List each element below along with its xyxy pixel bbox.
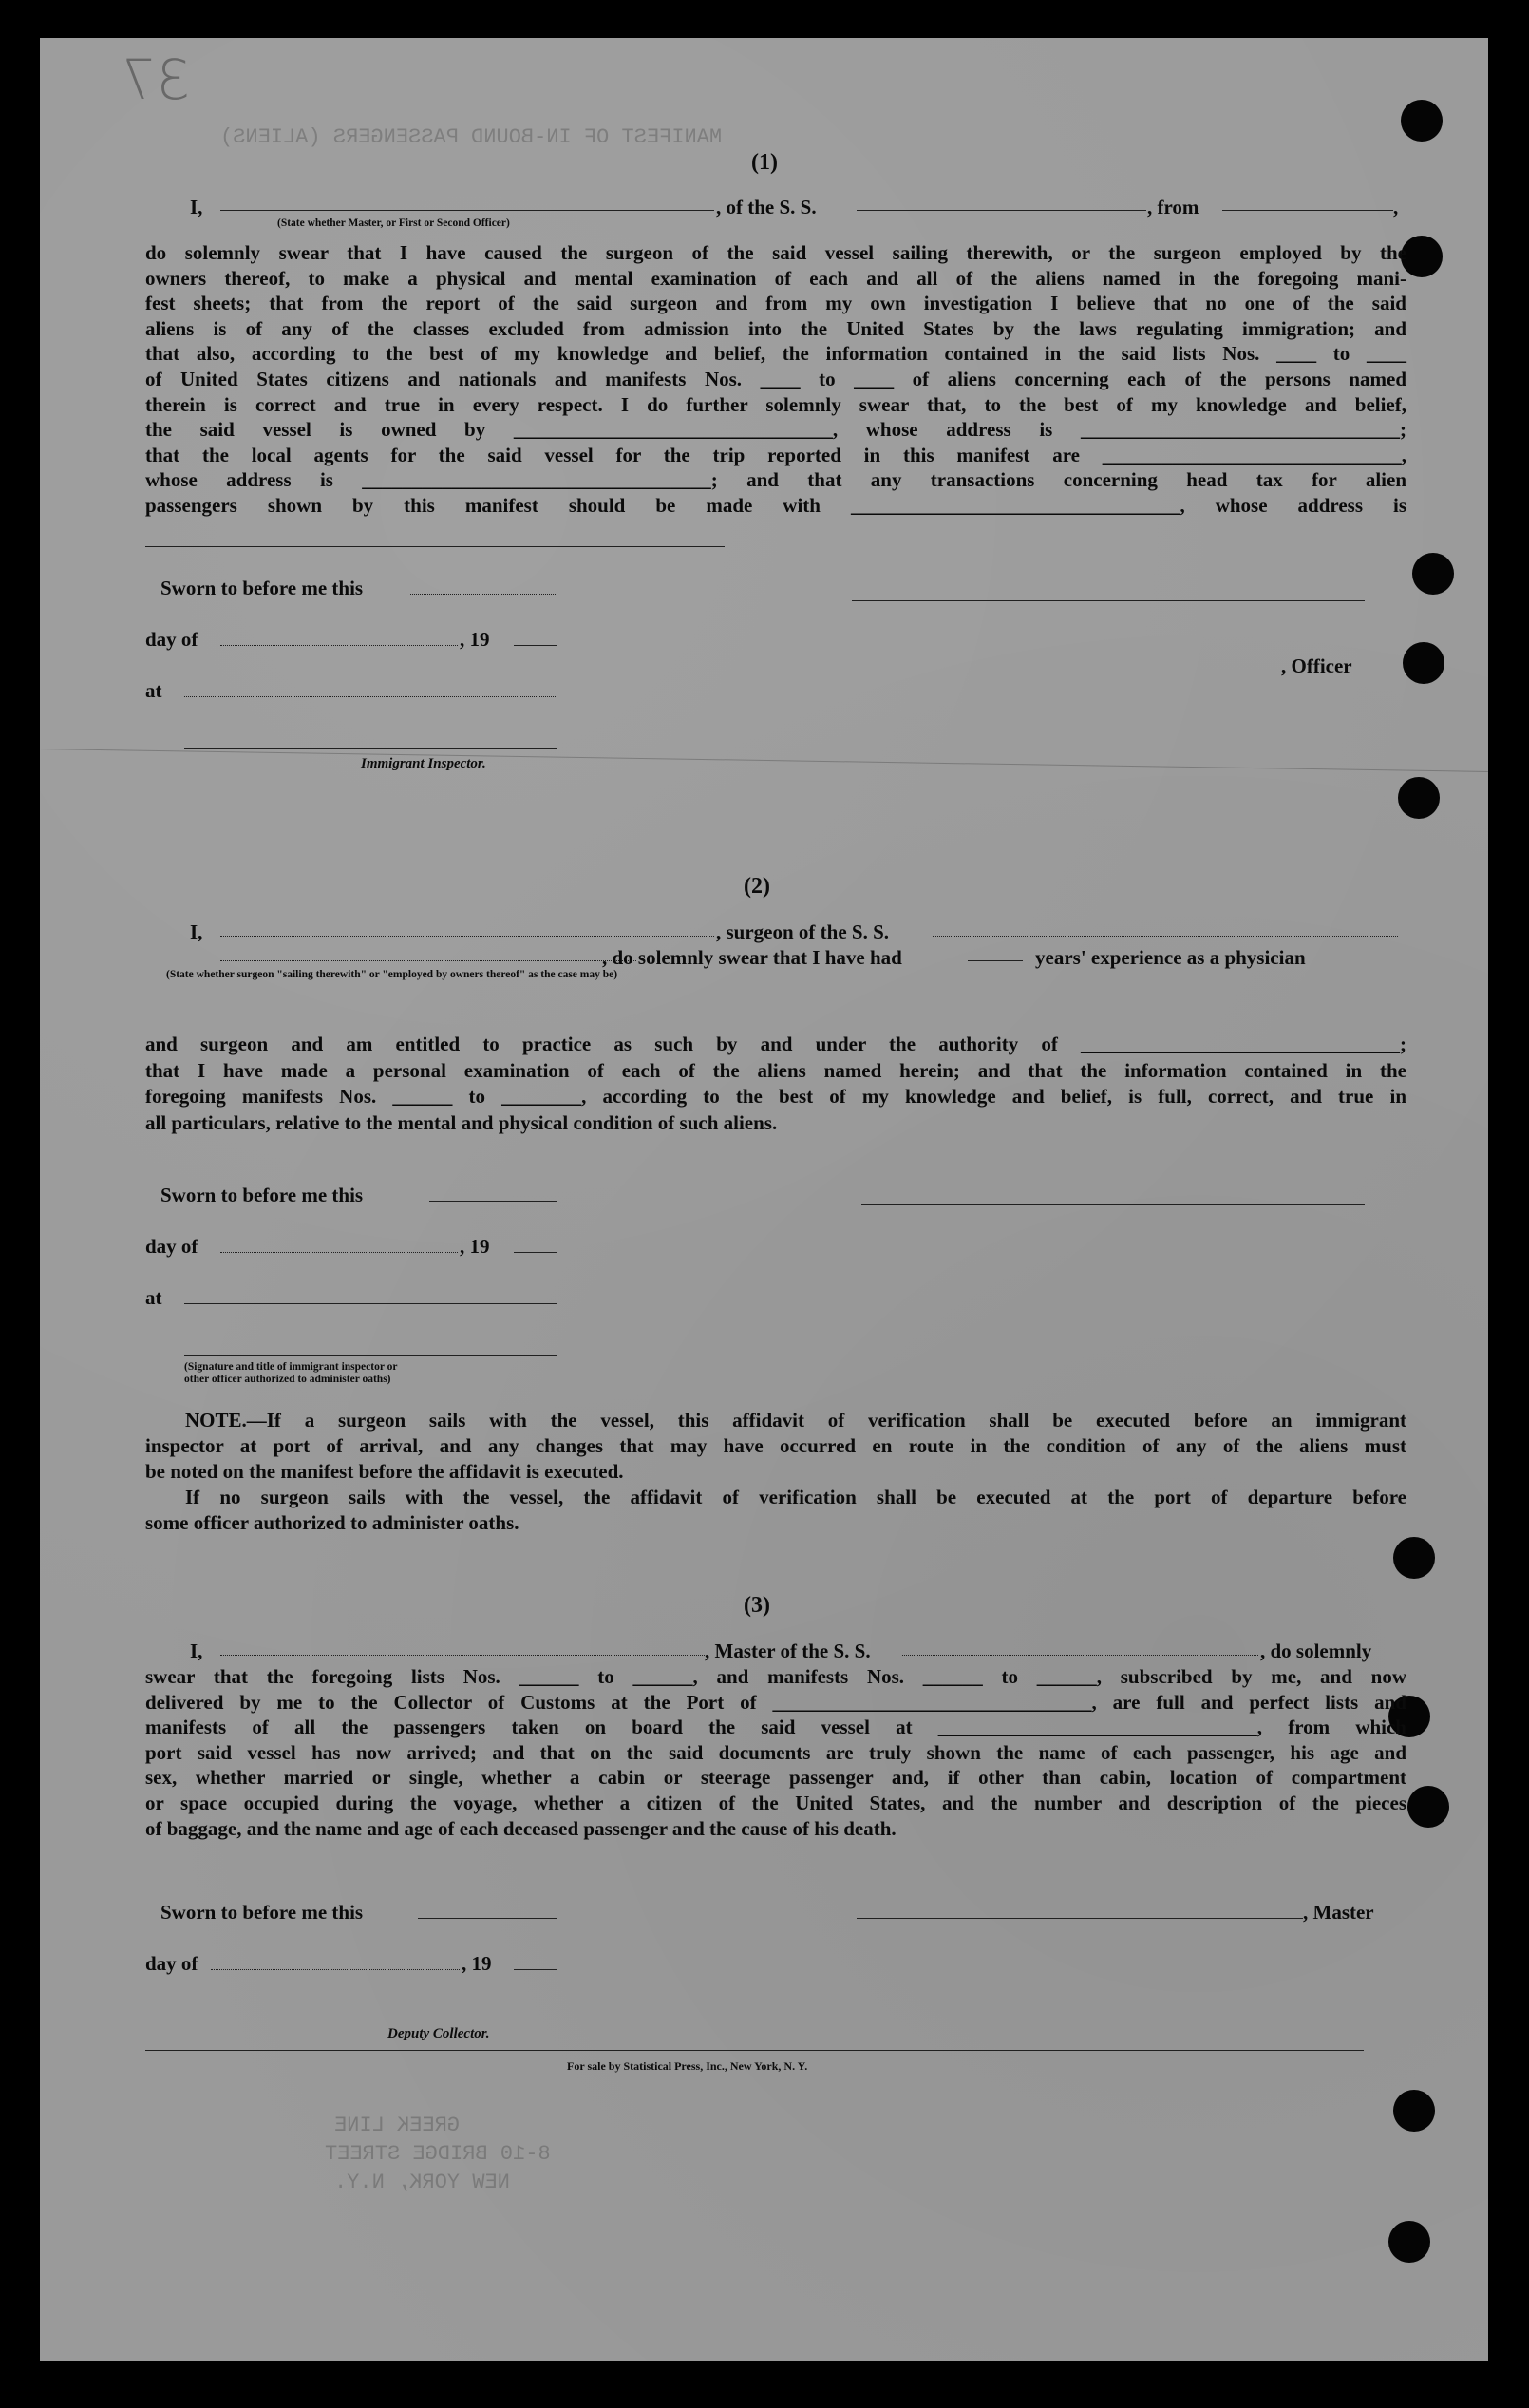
section-2-i: I, bbox=[190, 920, 203, 943]
master-ship-field[interactable] bbox=[902, 1655, 1258, 1656]
section-2-surgeon: , surgeon of the S. S. bbox=[716, 920, 890, 943]
punch-hole bbox=[1407, 1786, 1449, 1828]
punch-hole bbox=[1393, 2090, 1435, 2132]
body-line: all particulars, relative to the mental and physical condition of such aliens. bbox=[145, 1110, 778, 1134]
inspector-caption: Immigrant Inspector. bbox=[361, 756, 486, 771]
officer-note: (State whether Master, or First or Second Officer) bbox=[277, 218, 510, 229]
section-3-body bbox=[145, 1664, 1406, 1841]
note-line: inspector at port of arrival, and any changes that may have occurred en route in the condition of any of the aliens must bbox=[145, 1434, 1406, 1457]
body-line: fest sheets; that from the report of the said surgeon and from my own investigation I believe that no one of the said bbox=[145, 292, 1406, 315]
section-3-i: I, bbox=[190, 1640, 203, 1662]
year-field[interactable] bbox=[514, 1969, 557, 1970]
punch-hole bbox=[1388, 2221, 1430, 2263]
body-line: swear that the foregoing lists Nos. ______ to ______, and manifests Nos. ______ to ______, subscribed by me, and now bbox=[145, 1665, 1406, 1688]
sworn-label: Sworn to before me this bbox=[160, 577, 364, 599]
ship-name-field[interactable] bbox=[857, 210, 1146, 211]
inspector-signature-field[interactable] bbox=[184, 748, 557, 749]
body-line: whose address is ___________________________________; and that any transactions concerning head tax for alien bbox=[145, 468, 1406, 492]
years-field[interactable] bbox=[968, 960, 1023, 961]
body-line: sex, whether married or single, whether a cabin or steerage passenger and, if other than cabin, location of compartment bbox=[145, 1766, 1406, 1790]
year-label: , 19 bbox=[460, 628, 490, 651]
day-of-label: day of bbox=[145, 628, 198, 651]
section-2-body bbox=[145, 1032, 1406, 1136]
body-line: therein is correct and true in every respect. I do further solemnly swear that, to the best of my knowledge and belief, bbox=[145, 392, 1406, 416]
sworn-date-field[interactable] bbox=[418, 1918, 557, 1919]
at-field[interactable] bbox=[184, 1303, 557, 1304]
note-paragraph-2 bbox=[145, 1485, 1406, 1536]
surgeon-note: (State whether surgeon "sailing therewith" or "employed by owners thereof" as the case may be) bbox=[166, 969, 618, 980]
section-3-swear: , do solemnly bbox=[1260, 1640, 1372, 1662]
body-line: of baggage, and the name and age of each deceased passenger and the cause of his death. bbox=[145, 1816, 897, 1840]
section-2-swear: , do solemnly swear that I have had bbox=[602, 946, 902, 969]
day-of-field[interactable] bbox=[220, 1252, 458, 1253]
body-line: foregoing manifests Nos. ______ to ________, according to the best of my knowledge and belief, is full, correct, and true in bbox=[145, 1085, 1406, 1108]
body-line: that the local agents for the said vessel for the trip reported in this manifest are ______________________________, bbox=[145, 443, 1406, 466]
body-line: passengers shown by this manifest should be made with _________________________________, whose address is bbox=[145, 493, 1406, 517]
deputy-caption: Deputy Collector. bbox=[387, 2026, 490, 2041]
year-field[interactable] bbox=[514, 1252, 557, 1253]
surgeon-name-field[interactable] bbox=[220, 936, 714, 937]
section-3-master: , Master of the S. S. bbox=[705, 1640, 871, 1662]
at-label: at bbox=[145, 1286, 162, 1309]
sworn-date-field[interactable] bbox=[410, 594, 557, 595]
sworn-label: Sworn to before me this bbox=[160, 1184, 364, 1206]
section-3-number: (3) bbox=[744, 1593, 770, 1618]
body-line: manifests of all the passengers taken on board the said vessel at ________________________________, from which bbox=[145, 1716, 1406, 1739]
at-label: at bbox=[145, 679, 162, 702]
manifest-page bbox=[40, 38, 1488, 2361]
bleed-through-text: GREEK LINE bbox=[334, 2114, 461, 2137]
punch-hole bbox=[1403, 642, 1444, 684]
footer-divider bbox=[145, 2050, 1364, 2051]
body-line: that I have made a personal examination of each of the aliens named herein; and that the information contained in the bbox=[145, 1058, 1406, 1082]
section-1-from: , from bbox=[1147, 196, 1199, 218]
sworn-label: Sworn to before me this bbox=[160, 1901, 364, 1924]
section-1-body bbox=[145, 240, 1406, 519]
section-2-years: years' experience as a physician bbox=[1035, 946, 1306, 969]
body-line: and surgeon and am entitled to practice as such by and under the authority of ________________________________; bbox=[145, 1033, 1406, 1055]
sworn-date-field[interactable] bbox=[429, 1201, 557, 1202]
surgeon-signature-field[interactable] bbox=[861, 1204, 1365, 1205]
note-line: If no surgeon sails with the vessel, the affidavit of verification shall be executed at the port of departure before bbox=[185, 1486, 1406, 1508]
bleed-through-text: 8-10 BRIDGE STREET bbox=[325, 2142, 551, 2166]
punch-hole bbox=[1393, 1537, 1435, 1579]
head-tax-address-field[interactable] bbox=[145, 546, 725, 547]
year-field[interactable] bbox=[514, 645, 557, 646]
body-line: the said vessel is owned by ________________________________, whose address is ________________________________; bbox=[145, 418, 1406, 442]
section-1-number: (1) bbox=[751, 150, 778, 175]
inspector-signature-field[interactable] bbox=[184, 1355, 557, 1356]
body-line: port said vessel has now arrived; and that on the said documents are truly shown the name of each passenger, his age and bbox=[145, 1740, 1406, 1764]
punch-hole bbox=[1412, 553, 1454, 595]
punch-hole bbox=[1398, 777, 1440, 819]
surgeon-ship-field[interactable] bbox=[933, 936, 1398, 937]
day-of-label: day of bbox=[145, 1235, 198, 1258]
note-line: some officer authorized to administer oaths. bbox=[145, 1511, 519, 1534]
signature-note: other officer authorized to administer oaths) bbox=[184, 1374, 391, 1385]
punch-hole bbox=[1401, 100, 1443, 142]
master-name-field[interactable] bbox=[220, 1655, 705, 1656]
bleed-through-text: NEW YORK, N.Y. bbox=[334, 2171, 510, 2194]
year-label: , 19 bbox=[462, 1952, 492, 1975]
note-line: NOTE.—If a surgeon sails with the vessel, this affidavit of verification shall be executed before an immigrant bbox=[185, 1409, 1406, 1432]
section-1-ship: , of the S. S. bbox=[716, 196, 817, 218]
master-signature-field[interactable] bbox=[857, 1918, 1303, 1919]
comma: , bbox=[1393, 196, 1399, 218]
note-paragraph bbox=[145, 1408, 1406, 1485]
note-line: be noted on the manifest before the affidavit is executed. bbox=[145, 1460, 624, 1483]
day-of-label: day of bbox=[145, 1952, 198, 1975]
fold-line bbox=[40, 749, 1488, 772]
day-of-field[interactable] bbox=[211, 1969, 460, 1970]
body-line: do solemnly swear that I have caused the surgeon of the said vessel sailing therewith, or the surgeon employed by the bbox=[145, 241, 1406, 264]
body-line: delivered by me to the Collector of Customs at the Port of ________________________________, are full and perfect lists and bbox=[145, 1690, 1406, 1714]
body-line: owners thereof, to make a physical and mental examination of each and all of the aliens named in the foregoing mani- bbox=[145, 266, 1406, 290]
body-line: that also, according to the best of my knowledge and belief, the information contained in the said lists Nos. ____ to ____ bbox=[145, 342, 1406, 366]
body-line: aliens is of any of the classes excluded from admission into the United States by the laws regulating immigration; and bbox=[145, 316, 1406, 340]
officer-label: , Officer bbox=[1281, 654, 1352, 677]
punch-hole bbox=[1401, 236, 1443, 277]
year-label: , 19 bbox=[460, 1235, 490, 1258]
officer-name-field[interactable] bbox=[220, 210, 714, 211]
section-2-number: (2) bbox=[744, 874, 770, 899]
section-1-i: I, bbox=[190, 196, 203, 218]
page-number: 37 bbox=[121, 47, 191, 112]
body-line: or space occupied during the voyage, whether a citizen of the United States, and the number and description of the pieces bbox=[145, 1791, 1406, 1814]
surgeon-status-field[interactable] bbox=[220, 960, 636, 961]
body-line: of United States citizens and nationals and manifests Nos. ____ to ____ of aliens concerning each of the persons named bbox=[145, 367, 1406, 390]
bleed-through-text: MANIFEST OF IN-BOUND PASSENGERS (ALIENS) bbox=[220, 125, 723, 149]
departure-port-field[interactable] bbox=[1222, 210, 1393, 211]
day-of-field[interactable] bbox=[220, 645, 458, 646]
at-field[interactable] bbox=[184, 696, 557, 697]
footer-printer: For sale by Statistical Press, Inc., New York, N. Y. bbox=[567, 2059, 808, 2073]
master-label: , Master bbox=[1303, 1901, 1374, 1924]
signature-note: (Signature and title of immigrant inspector or bbox=[184, 1361, 398, 1373]
officer-signature-top-field[interactable] bbox=[852, 600, 1365, 601]
